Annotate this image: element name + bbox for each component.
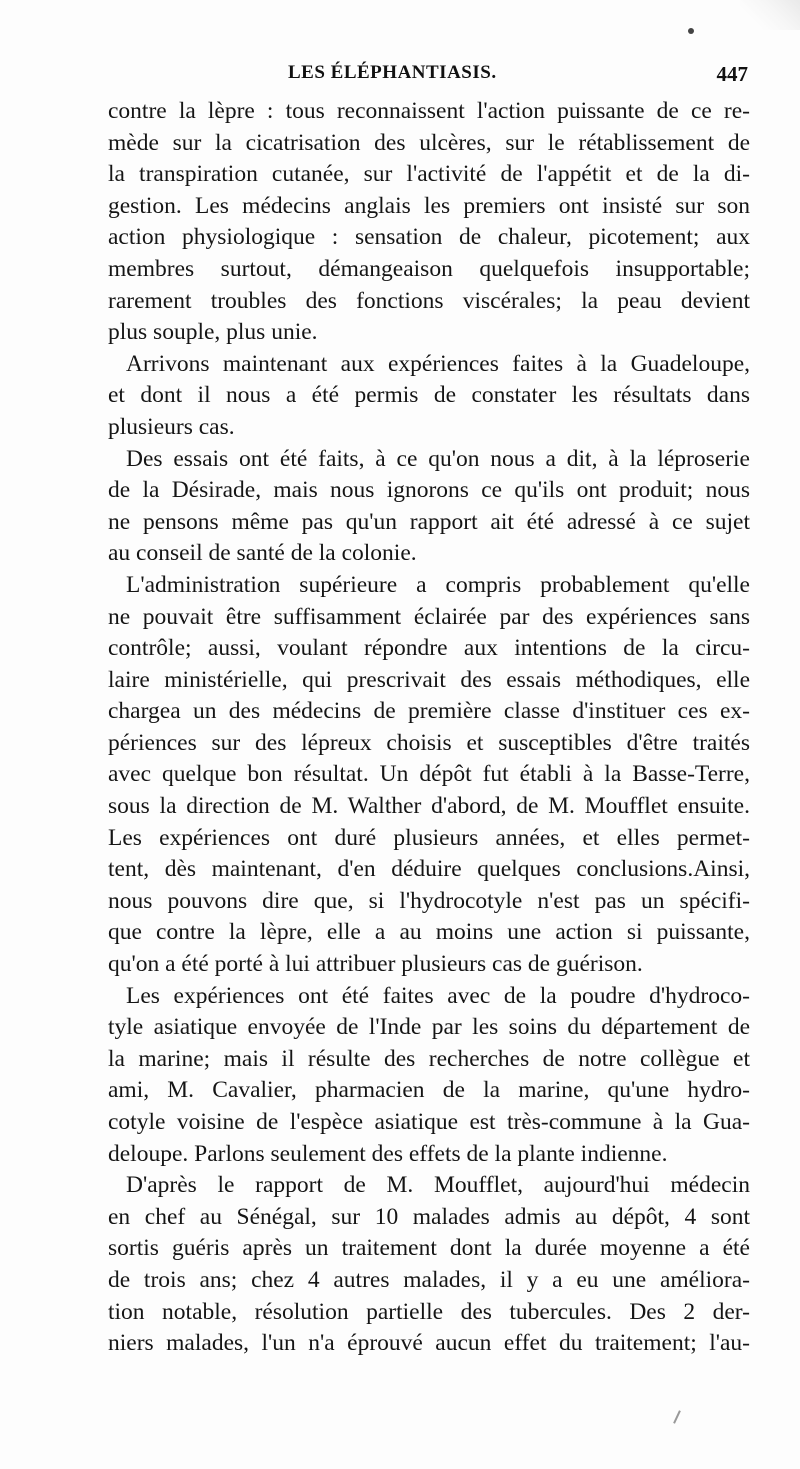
text-line: Les expériences ont duré plusieurs années, et elles permet-	[108, 824, 750, 851]
text-line: tion notable, résolution partielle des tubercules. Des 2 der-	[108, 1298, 750, 1325]
text-line: rarement troubles des fonctions viscérales; la peau devient	[108, 287, 750, 314]
text-line: mède sur la cicatrisation des ulcères, sur le rétablissement de	[108, 129, 750, 156]
text-line: deloupe. Parlons seulement des effets de la plante indienne.	[108, 1140, 668, 1167]
text-line: membres surtout, démangeaison quelquefois insupportable;	[108, 255, 750, 282]
text-line: L'administration supérieure a compris probablement qu'elle	[126, 571, 750, 598]
text-line: plus souple, plus unie.	[108, 319, 318, 346]
text-line: ami, M. Cavalier, pharmacien de la marine, qu'une hydro-	[108, 1077, 750, 1104]
text-line: Des essais ont été faits, à ce qu'on nous a dit, à la léproserie	[126, 445, 750, 472]
text-line: nous pouvons dire que, si l'hydrocotyle n'est pas un spécifi-	[108, 887, 750, 914]
text-line: Les expériences ont été faites avec de la poudre d'hydroco-	[126, 982, 750, 1009]
text-line: sous la direction de M. Walther d'abord, de M. Moufflet ensuite.	[108, 793, 750, 820]
text-line: contre la lèpre : tous reconnaissent l'action puissante de ce re-	[108, 98, 750, 124]
text-line: qu'on a été porté à lui attribuer plusieurs cas de guérison.	[108, 951, 643, 978]
text-line: action physiologique : sensation de chaleur, picotement; aux	[108, 224, 750, 251]
text-line: gestion. Les médecins anglais les premiers ont insisté sur son	[108, 192, 750, 219]
text-line: tent, dès maintenant, d'en déduire quelques conclusions.Ainsi,	[108, 856, 750, 883]
text-line: la transpiration cutanée, sur l'activité de l'appétit et de la di-	[108, 161, 750, 188]
text-line: périences sur des lépreux choisis et susceptibles d'être traités	[108, 729, 750, 756]
text-line: et dont il nous a été permis de constater les résultats dans	[108, 382, 750, 409]
text-line: chargea un des médecins de première classe d'instituer ces ex-	[108, 698, 750, 725]
text-line: de la Désirade, mais nous ignorons ce qu'ils ont produit; nous	[108, 477, 750, 504]
ink-dot	[688, 28, 694, 34]
text-line: niers malades, l'un n'a éprouvé aucun effet du traitement; l'au-	[108, 1330, 750, 1357]
text-line: D'après le rapport de M. Moufflet, aujourd'hui médecin	[126, 1172, 750, 1199]
text-line: plusieurs cas.	[108, 413, 235, 440]
text-line: ne pouvait être suffisamment éclairée par des expériences sans	[108, 603, 750, 630]
text-line: sortis guéris après un traitement dont la durée moyenne a été	[108, 1235, 750, 1262]
page-corner-shadow	[740, 0, 800, 30]
page-header	[108, 56, 748, 96]
text-line: de trois ans; chez 4 autres malades, il y a eu une améliora-	[108, 1266, 750, 1293]
stray-ink-mark	[673, 1410, 681, 1424]
text-line: contrôle; aussi, voulant répondre aux intentions de la circu-	[108, 635, 750, 662]
text-line: laire ministérielle, qui prescrivait des essais méthodiques, elle	[108, 666, 750, 693]
text-line: avec quelque bon résultat. Un dépôt fut établi à la Basse-Terre,	[108, 761, 750, 788]
text-line: que contre la lèpre, elle a au moins une action si puissante,	[108, 919, 750, 946]
body-text	[108, 96, 750, 1360]
text-line: en chef au Sénégal, sur 10 malades admis au dépôt, 4 sont	[108, 1203, 750, 1230]
page-number: 447	[716, 62, 748, 86]
text-line: Arrivons maintenant aux expériences faites à la Guadeloupe,	[126, 350, 750, 377]
text-line: ne pensons même pas qu'un rapport ait été adressé à ce sujet	[108, 508, 750, 535]
text-line: tyle asiatique envoyée de l'Inde par les soins du département de	[108, 1014, 750, 1041]
text-line: au conseil de santé de la colonie.	[108, 540, 417, 567]
text-line: cotyle voisine de l'espèce asiatique est très-commune à la Gua-	[108, 1109, 750, 1135]
running-title: LES ÉLÉPHANTIASIS.	[288, 62, 497, 83]
text-line: la marine; mais il résulte des recherches de notre collègue et	[108, 1045, 750, 1072]
